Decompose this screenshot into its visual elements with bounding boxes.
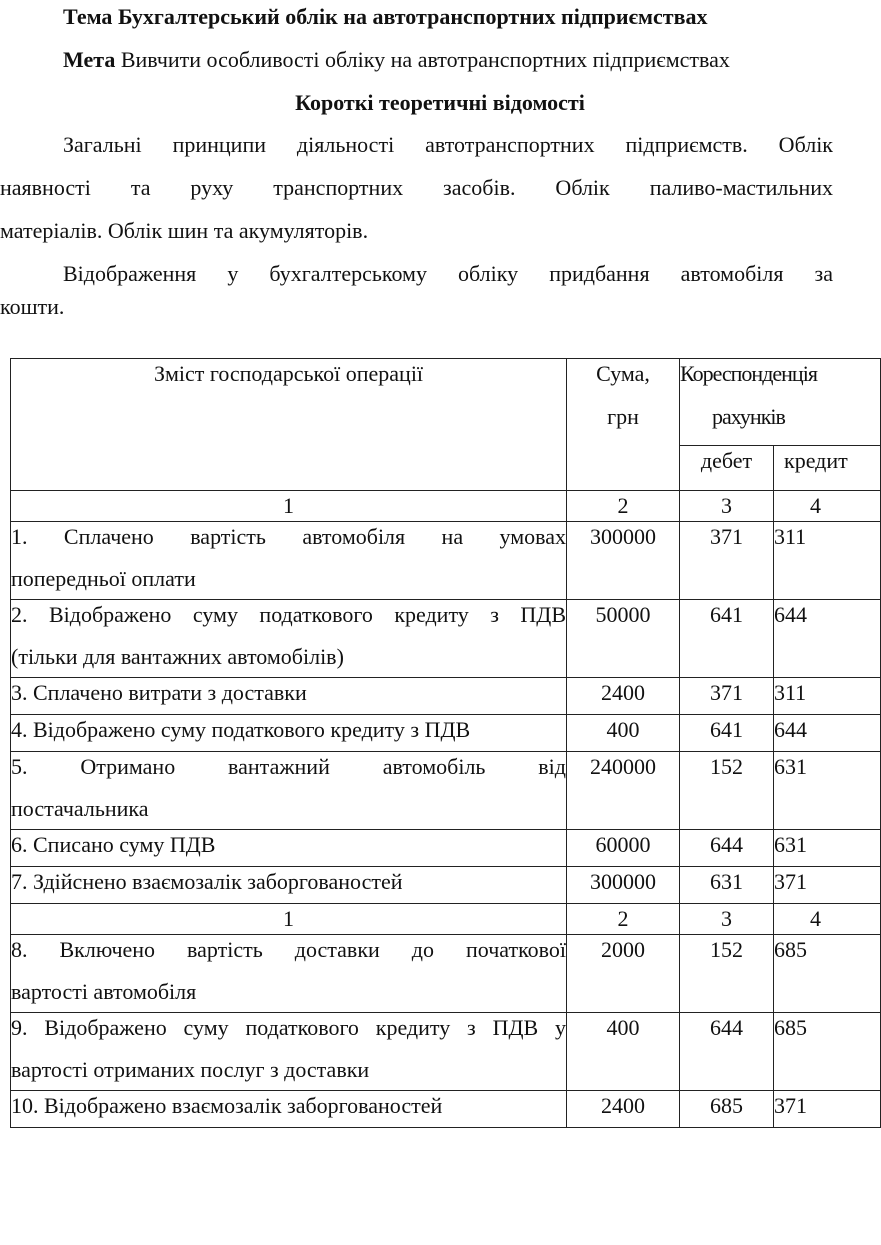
goal-line [63,45,730,75]
column-number: 3 [680,491,774,522]
operation-sum: 50000 [567,600,680,678]
column-number: 1 [11,491,567,522]
operation-sum: 300000 [567,522,680,600]
header-description: Зміст господарської операції [11,359,567,491]
header-sum [567,359,680,491]
description-line: 9. Відображено суму податкового кредиту з ПДВ у [11,1015,566,1040]
operation-sum: 2000 [567,935,680,1013]
operation-description [11,678,567,715]
operation-description [11,1013,567,1091]
table-row [11,522,881,600]
description-line: (тільки для вантажних автомобілів) [11,644,344,669]
credit-account: 644 [774,715,881,752]
operation-description [11,752,567,830]
credit-account: 685 [774,935,881,1013]
topic-text: Бухгалтерський облік на автотранспортних підприємствах [117,4,708,29]
credit-account: 631 [774,830,881,867]
debit-account: 641 [680,600,774,678]
operation-description [11,867,567,904]
operation-sum: 300000 [567,867,680,904]
debit-account: 685 [680,1091,774,1128]
para1-line1: Загальні принципи діяльності автотранспортних підприємств. Облік [63,132,833,157]
credit-account: 631 [774,752,881,830]
description-line: 7. Здійснено взаємозалік заборгованостей [11,869,403,894]
para2-line1: Відображення у бухгалтерському обліку придбання автомобіля за [63,261,833,286]
table-row [11,867,881,904]
operation-description [11,715,567,752]
column-number: 1 [11,904,567,935]
para1-line3: матеріалів. Облік шин та акумуляторів. [0,218,369,243]
debit-account: 371 [680,678,774,715]
description-line: 10. Відображено взаємозалік заборгованостей [11,1093,443,1118]
operation-description [11,522,567,600]
topic-label: Тема [63,4,113,29]
table-row [11,600,881,678]
section-title: Короткі теоретичні відомості [295,90,585,115]
description-line: 1. Сплачено вартість автомобіля на умовах [11,524,566,549]
credit-account: 371 [774,1091,881,1128]
header-debit: дебет [680,446,774,491]
goal-label: Мета [63,47,116,72]
debit-account: 152 [680,935,774,1013]
header-sum-line2: грн [607,404,639,429]
description-line: 3. Сплачено витрати з доставки [11,680,307,705]
operation-description [11,935,567,1013]
debit-account: 371 [680,522,774,600]
credit-account: 644 [774,600,881,678]
operation-description [11,830,567,867]
operation-description [11,600,567,678]
table-row [11,752,881,830]
table-row [11,935,881,1013]
column-number-row [11,491,881,522]
description-line: 4. Відображено суму податкового кредиту з ПДВ [11,717,471,742]
table-row [11,715,881,752]
table-row [11,1013,881,1091]
description-line: вартості автомобіля [11,979,197,1004]
operation-description [11,1091,567,1128]
description-line: вартості отриманих послуг з доставки [11,1057,370,1082]
description-line: 5. Отримано вантажний автомобіль від [11,754,566,779]
column-number: 4 [774,904,881,935]
debit-account: 631 [680,867,774,904]
column-number: 4 [774,491,881,522]
operations-table [10,358,881,1128]
table-row [11,678,881,715]
operation-sum: 2400 [567,1091,680,1128]
column-number: 2 [567,904,680,935]
description-line: постачальника [11,796,149,821]
column-number-row [11,904,881,935]
goal-text: Вивчити особливості обліку на автотранспортних підприємствах [120,47,730,72]
debit-account: 644 [680,1013,774,1091]
topic-line [63,2,708,32]
column-number: 2 [567,491,680,522]
para1-line2: наявності та руху транспортних засобів. Облік паливо-мастильних [0,175,833,200]
debit-account: 644 [680,830,774,867]
column-number: 3 [680,904,774,935]
operation-sum: 60000 [567,830,680,867]
header-sum-line1: Сума, [596,361,650,386]
header-credit: кредит [774,446,881,491]
description-line: 8. Включено вартість доставки до початкової [11,937,566,962]
operation-sum: 400 [567,715,680,752]
table-row [11,830,881,867]
credit-account: 311 [774,522,881,600]
table-row [11,1091,881,1128]
operation-sum: 2400 [567,678,680,715]
credit-account: 685 [774,1013,881,1091]
credit-account: 371 [774,867,881,904]
header-corr-line1: Кореспонденція [680,361,817,386]
header-correspondence [680,359,881,446]
description-line: попередньої оплати [11,566,196,591]
operation-sum: 240000 [567,752,680,830]
debit-account: 641 [680,715,774,752]
debit-account: 152 [680,752,774,830]
credit-account: 311 [774,678,881,715]
header-corr-line2: рахунків [712,404,785,429]
operation-sum: 400 [567,1013,680,1091]
description-line: 2. Відображено суму податкового кредиту з ПДВ [11,602,566,627]
description-line: 6. Списано суму ПДВ [11,832,216,857]
para2-line2: кошти. [0,294,65,319]
